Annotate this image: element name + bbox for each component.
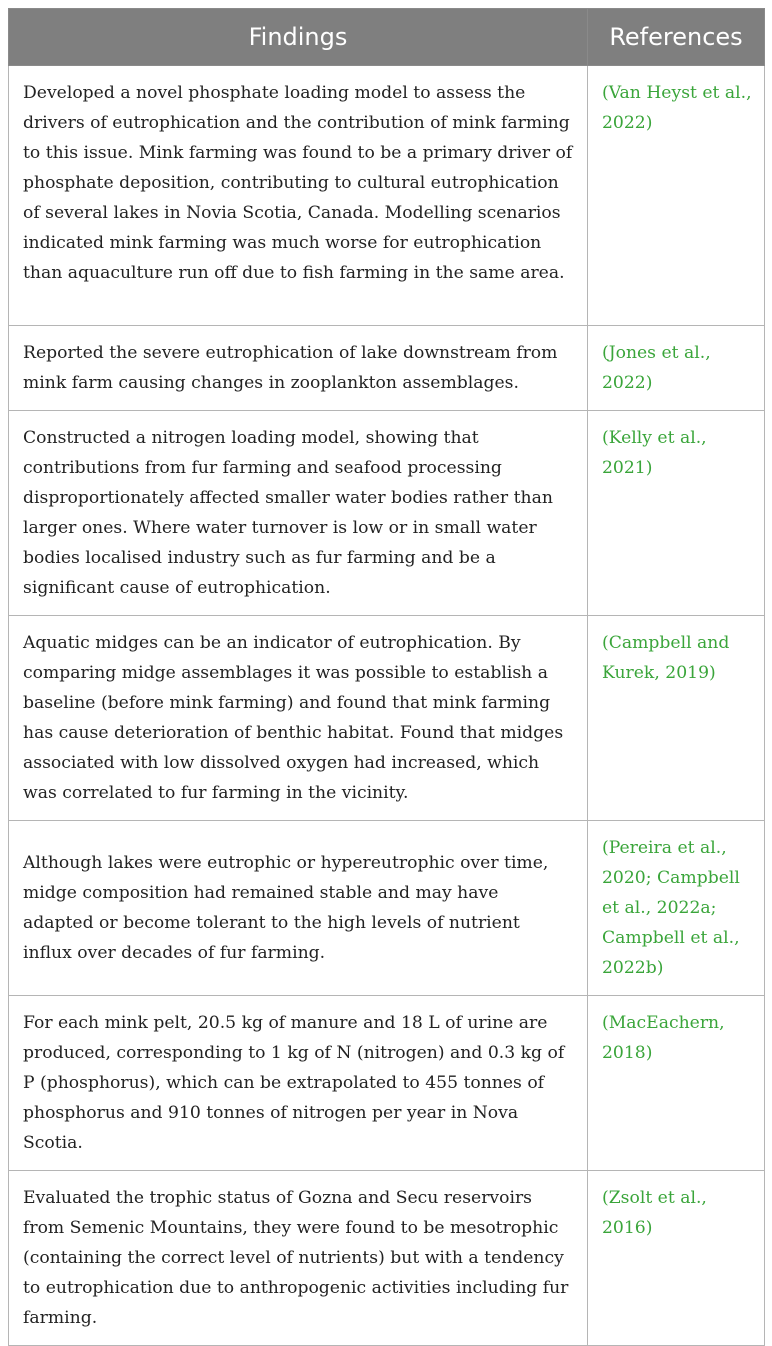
table-row [9, 996, 765, 1171]
findings-table [8, 8, 765, 1346]
table-header [9, 9, 765, 66]
reference-link[interactable]: (MacEachern, 2018) [588, 996, 765, 1171]
findings-column-header: Findings [9, 9, 588, 66]
table-row [9, 821, 765, 996]
header-row [9, 9, 765, 66]
table-row [9, 1171, 765, 1346]
table-row [9, 326, 765, 411]
finding-cell: Although lakes were eutrophic or hypereutrophic over time, midge composition had remained stable and may have adapted or become tolerant to the high levels of nutrient influx over decades of fur farming. [9, 821, 588, 996]
finding-cell: Aquatic midges can be an indicator of eutrophication. By comparing midge assemblages it was possible to establish a baseline (before mink farming) and found that mink farming has cause deterioration of benthic habitat. Found that midges associated with low dissolved oxygen had increased, which was correlated to fur farming in the vicinity. [9, 616, 588, 821]
finding-cell: Reported the severe eutrophication of lake downstream from mink farm causing changes in zooplankton assemblages. [9, 326, 588, 411]
reference-link[interactable]: (Jones et al., 2022) [588, 326, 765, 411]
table-row [9, 411, 765, 616]
reference-link[interactable]: (Pereira et al., 2020; Campbell et al., 2022a; Campbell et al., 2022b) [588, 821, 765, 996]
reference-link[interactable]: (Kelly et al., 2021) [588, 411, 765, 616]
reference-link[interactable]: (Zsolt et al., 2016) [588, 1171, 765, 1346]
reference-link[interactable]: (Van Heyst et al., 2022) [588, 66, 765, 326]
finding-cell: Evaluated the trophic status of Gozna and Secu reservoirs from Semenic Mountains, they were found to be mesotrophic (containing the correct level of nutrients) but with a tendency to eutrophication due to anthropogenic activities including fur farming. [9, 1171, 588, 1346]
table-row [9, 66, 765, 326]
finding-cell: Constructed a nitrogen loading model, showing that contributions from fur farming and seafood processing disproportionately affected smaller water bodies rather than larger ones. Where water turnover is low or in small water bodies localised industry such as fur farming and be a significant cause of eutrophication. [9, 411, 588, 616]
finding-cell: Developed a novel phosphate loading model to assess the drivers of eutrophication and the contribution of mink farming to this issue. Mink farming was found to be a primary driver of phosphate deposition, contributing to cultural eutrophication of several lakes in Novia Scotia, Canada. Modelling scenarios indicated mink farming was much worse for eutrophication than aquaculture run off due to fish farming in the same area. [9, 66, 588, 326]
reference-link[interactable]: (Campbell and Kurek, 2019) [588, 616, 765, 821]
references-column-header: References [588, 9, 765, 66]
table-body [9, 66, 765, 1346]
table-row [9, 616, 765, 821]
finding-cell: For each mink pelt, 20.5 kg of manure and 18 L of urine are produced, corresponding to 1 kg of N (nitrogen) and 0.3 kg of P (phosphorus), which can be extrapolated to 455 tonnes of phosphorus and 910 tonnes of nitrogen per year in Nova Scotia. [9, 996, 588, 1171]
